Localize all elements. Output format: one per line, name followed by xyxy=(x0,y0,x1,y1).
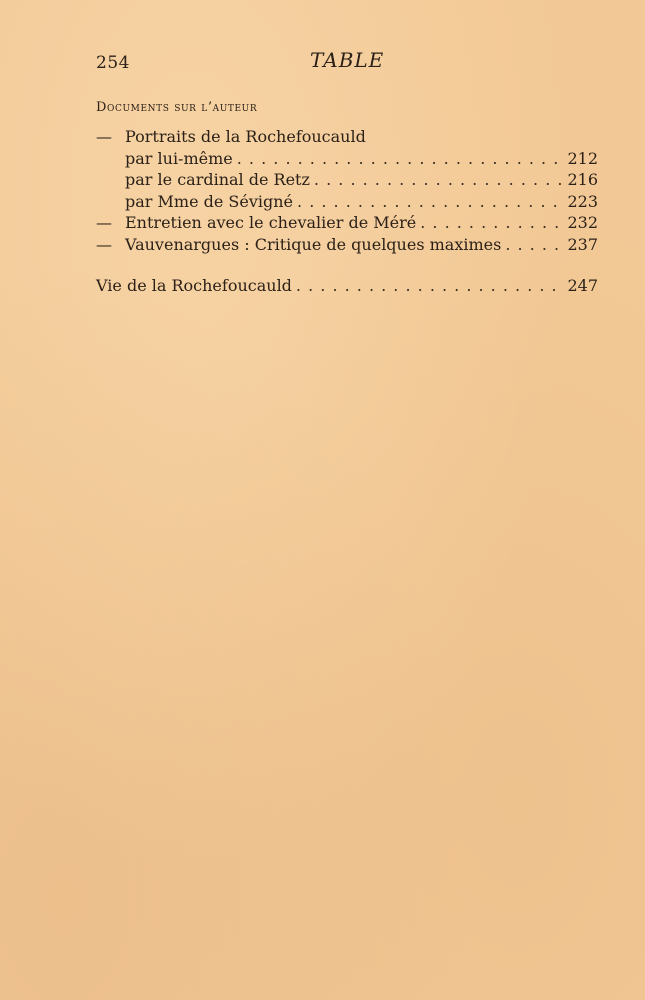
toc-entry-page: 237 xyxy=(567,234,598,254)
toc-entry xyxy=(96,169,598,191)
toc-entry-page: 232 xyxy=(567,213,598,232)
toc-entry xyxy=(96,212,598,234)
dot-leader xyxy=(420,212,561,234)
em-dash: — xyxy=(96,234,112,254)
toc-entry-page: 216 xyxy=(567,170,598,189)
dot-leader xyxy=(296,275,562,297)
dot-leader xyxy=(237,148,562,170)
em-dash: — xyxy=(96,127,112,146)
toc-entry xyxy=(96,148,598,170)
section-heading: Documents sur l’auteur xyxy=(96,100,258,115)
toc-entry-title: Vie de la Rochefoucauld xyxy=(96,276,292,295)
em-dash: — xyxy=(96,213,112,232)
toc-entry-title: Entretien avec le chevalier de Méré xyxy=(125,213,417,232)
toc-entry-page: 212 xyxy=(567,148,598,168)
dot-leader xyxy=(297,191,561,213)
toc-group-title xyxy=(96,126,598,148)
toc-entry-page: 247 xyxy=(567,276,598,295)
toc-group-title-text: Portraits de la Rochefoucauld xyxy=(125,127,366,146)
dot-leader xyxy=(505,234,561,256)
toc-entry xyxy=(96,275,598,297)
toc-entry-title: Vauvenargues : Critique de quelques maximes xyxy=(125,234,502,254)
dot-leader xyxy=(314,169,562,191)
toc-entry xyxy=(96,191,598,213)
page-number: 254 xyxy=(96,53,130,73)
toc-entry-title: par le cardinal de Retz xyxy=(125,170,310,189)
toc-entry-page: 223 xyxy=(567,191,598,211)
toc-entry-title: par lui-même xyxy=(125,148,233,168)
toc-entry xyxy=(96,234,598,256)
running-head: TABLE xyxy=(310,48,385,72)
toc-entry-title: par Mme de Sévigné xyxy=(125,191,294,211)
table-of-contents xyxy=(96,126,598,297)
spacer xyxy=(96,255,598,275)
